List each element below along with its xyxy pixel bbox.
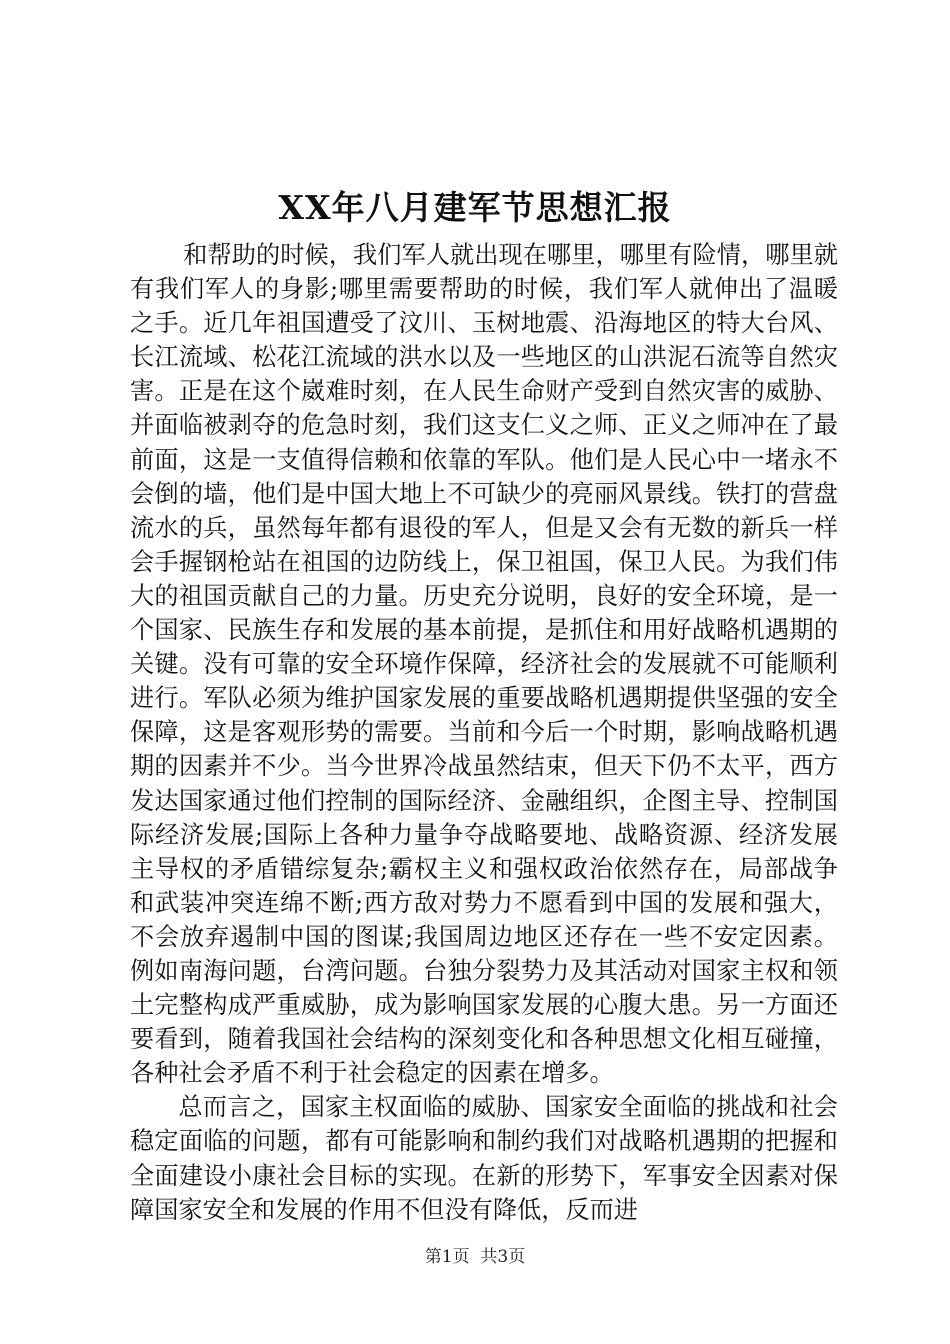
page-footer: [0, 1245, 950, 1269]
footer-spacer: [470, 1247, 481, 1267]
paragraph-2: 总而言之，国家主权面临的威胁、国家安全面临的挑战和社会稳定面临的问题，都有可能影响和制约我们对战略机遇期的把握和全面建设小康社会目标的实现。在新的形势下，军事安全因素对保障国家安全和发展的作用不但没有降低，反而进: [130, 1093, 838, 1224]
paragraph-1: 和帮助的时候，我们军人就出现在哪里，哪里有险情，哪里就有我们军人的身影;哪里需要帮助的时候，我们军人就伸出了温暖之手。近几年祖国遭受了汶川、玉树地震、沿海地区的特大台风、长江流域、松花江流域的洪水以及一些地区的山洪泥石流等自然灾害。正是在这个崴难时刻，在人民生命财产受到自然灾害的威胁、并面临被剥夺的危急时刻，我们这支仁义之师、正义之师冲在了最前面，这是一支值得信赖和依靠的军队。他们是人民心中一堵永不会倒的墙，他们是中国大地上不可缺少的亮丽风景线。铁打的营盘流水的兵，虽然每年都有退役的军人，但是又会有无数的新兵一样会手握钢枪站在祖国的边防线上，保卫祖国，保卫人民。为我们伟大的祖国贡献自己的力量。历史充分说明，良好的安全环境，是一个国家、民族生存和发展的基本前提，是抓住和用好战略机遇期的关键。没有可靠的安全环境作保障，经济社会的发展就不可能顺利进行。军队必须为维护国家发展的重要战略机遇期提供坚强的安全保障，这是客观形势的需要。当前和今后一个时期，影响战略机遇期的因素并不少。当今世界冷战虽然结束，但天下仍不太平，西方发达国家通过他们控制的国际经济、金融组织，企图主导、控制国际经济发展;国际上各种力量争夺战略要地、战略资源、经济发展主导权的矛盾错综复杂;霸权主义和强权政治依然存在，局部战争和武装冲突连绵不断;西方敌对势力不愿看到中国的发展和强大，不会放弃遏制中国的图谋;我国周边地区还存在一些不安定因素。例如南海问题，台湾问题。台独分裂势力及其活动对国家主权和领土完整构成严重威胁，成为影响国家发展的心腹大患。另一方面还要看到，随着我国社会结构的深刻变化和各种思想文化相互碰撞，各种社会矛盾不利于社会稳定的因素在增多。: [130, 241, 838, 1088]
document-title: XX年八月建军节思想汇报: [278, 188, 672, 227]
document-body: [130, 238, 838, 1227]
page-total: 共3页: [480, 1247, 526, 1267]
page-number: 第1页: [424, 1247, 470, 1267]
